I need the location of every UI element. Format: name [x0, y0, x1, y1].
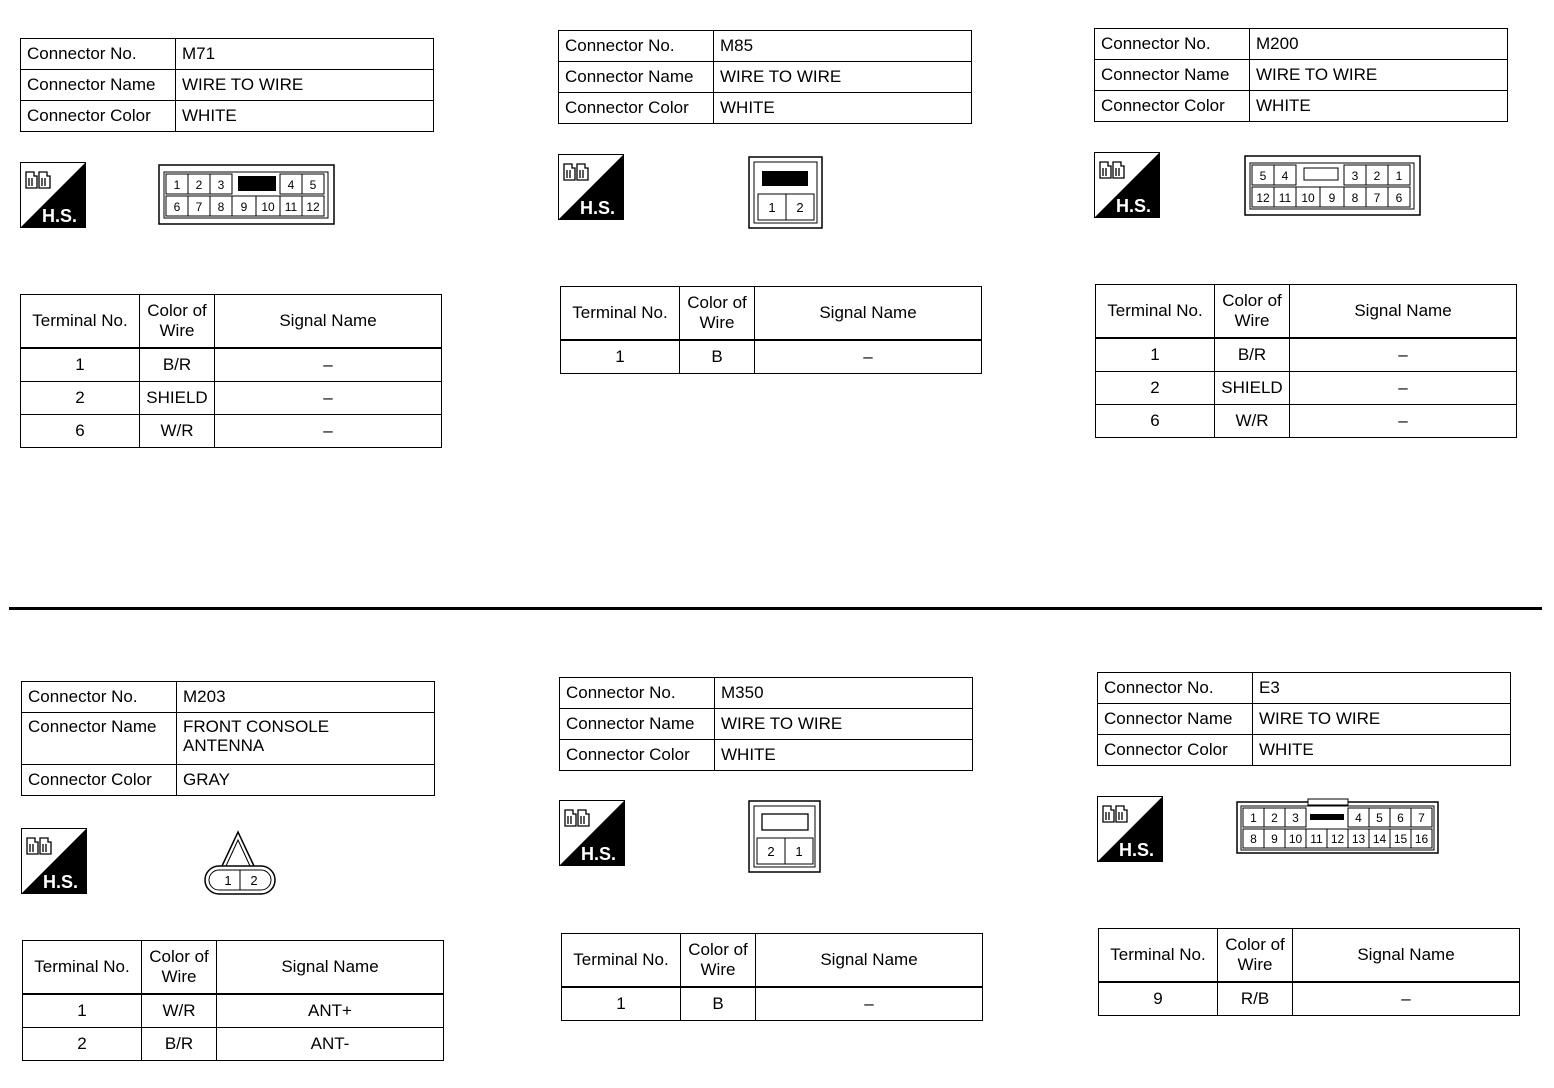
signal-name: – [1293, 982, 1520, 1016]
wire-color: W/R [142, 994, 217, 1028]
color-of-wire-header: Color of Wire [140, 295, 215, 349]
pin-label: 12 [306, 200, 320, 214]
pin-label: 1 [795, 844, 803, 859]
harness-side-icon [1094, 152, 1160, 218]
table-row [23, 1028, 444, 1061]
pin-label: 3 [1292, 811, 1299, 825]
connector-no-value: M200 [1250, 29, 1508, 60]
connector-no-value: M203 [177, 682, 435, 713]
wire-color: B/R [142, 1028, 217, 1061]
color-of-wire-header: Color of Wire [681, 934, 756, 988]
connector-no-value: E3 [1253, 673, 1511, 704]
signal-name: – [1290, 372, 1517, 405]
connector-color-label: Connector Color [559, 93, 714, 124]
terminal-no-header: Terminal No. [562, 934, 681, 988]
wire-color: R/B [1218, 982, 1293, 1016]
color-of-wire-header: Color of Wire [1218, 929, 1293, 983]
pin-label: 5 [1259, 169, 1267, 183]
signal-name: – [215, 415, 442, 448]
pin-label: 2 [250, 873, 258, 888]
pin-label: 1 [173, 178, 181, 192]
connector-color-value: WHITE [176, 101, 434, 132]
connector-name-label: Connector Name [21, 70, 176, 101]
terminal-no-header: Terminal No. [21, 295, 140, 349]
terminal-no: 1 [23, 994, 142, 1028]
pin-label: 8 [217, 200, 225, 214]
wire-color: B/R [140, 348, 215, 382]
hs-label: H.S. [1116, 196, 1152, 216]
connector-name-value: FRONT CONSOLE ANTENNA [177, 713, 435, 765]
terminal-no: 1 [1096, 338, 1215, 372]
pin-label: 10 [1301, 191, 1315, 205]
connector-no-value: M85 [714, 31, 972, 62]
pin-label: 11 [284, 200, 298, 214]
pin-label: 6 [1395, 191, 1403, 205]
pin-label: 7 [1418, 811, 1425, 825]
connector-info-m85 [558, 30, 972, 124]
section-divider [9, 607, 1542, 610]
harness-side-icon [559, 800, 625, 866]
terminal-no-header: Terminal No. [561, 287, 680, 341]
connector-color-value: WHITE [1253, 735, 1511, 766]
connector-name-value: WIRE TO WIRE [1253, 704, 1511, 735]
pin-label: 4 [287, 178, 295, 192]
table-row [21, 382, 442, 415]
terminal-table-e3 [1098, 928, 1520, 1016]
pin-label: 9 [240, 200, 248, 214]
connector-face-m71 [158, 164, 336, 226]
terminal-table-m71 [20, 294, 442, 448]
connector-info-m203 [21, 681, 435, 796]
signal-name: ANT+ [217, 994, 444, 1028]
signal-name: – [1290, 338, 1517, 372]
pin-label: 2 [796, 200, 804, 215]
terminal-no: 2 [21, 382, 140, 415]
lock-tab [1310, 814, 1344, 820]
signal-name: – [215, 382, 442, 415]
connector-name-label: Connector Name [560, 709, 715, 740]
pin-label: 2 [1373, 169, 1381, 183]
pin-label: 8 [1351, 191, 1359, 205]
connector-no-label: Connector No. [1095, 29, 1250, 60]
pin-label: 3 [217, 178, 225, 192]
terminal-no: 9 [1099, 982, 1218, 1016]
pin-label: 1 [224, 873, 232, 888]
terminal-no: 1 [562, 987, 681, 1021]
signal-name-header: Signal Name [215, 295, 442, 349]
terminal-no: 6 [21, 415, 140, 448]
pin-label: 6 [173, 200, 181, 214]
signal-name: – [215, 348, 442, 382]
color-of-wire-header: Color of Wire [680, 287, 755, 341]
terminal-table-m200 [1095, 284, 1517, 438]
wire-color: B [681, 987, 756, 1021]
connector-color-value: WHITE [715, 740, 973, 771]
signal-name: ANT- [217, 1028, 444, 1061]
pin-label: 5 [1376, 811, 1383, 825]
pin-label: 6 [1397, 811, 1404, 825]
signal-name-header: Signal Name [756, 934, 983, 988]
connector-no-label: Connector No. [21, 39, 176, 70]
connector-no-value: M71 [176, 39, 434, 70]
pin-label: 5 [309, 178, 317, 192]
signal-name: – [756, 987, 983, 1021]
terminal-no-header: Terminal No. [1096, 285, 1215, 339]
connector-face-e3 [1236, 798, 1440, 856]
wire-color: SHIELD [140, 382, 215, 415]
connector-color-label: Connector Color [1095, 91, 1250, 122]
connector-name-value: WIRE TO WIRE [714, 62, 972, 93]
pin-label: 10 [1288, 832, 1303, 846]
terminal-table-m85 [560, 286, 982, 374]
hs-label: H.S. [1119, 840, 1155, 860]
connector-name-label: Connector Name [559, 62, 714, 93]
connector-no-value: M350 [715, 678, 973, 709]
pin-label: 12 [1256, 191, 1270, 205]
connector-info-e3 [1097, 672, 1511, 766]
connector-no-label: Connector No. [1098, 673, 1253, 704]
terminal-table-m350 [561, 933, 983, 1021]
table-row [1096, 405, 1517, 438]
connector-name-value: WIRE TO WIRE [1250, 60, 1508, 91]
table-row [21, 348, 442, 382]
connector-name-label: Connector Name [22, 713, 177, 765]
connector-no-label: Connector No. [560, 678, 715, 709]
connector-info-m71 [20, 38, 434, 132]
terminal-no: 1 [561, 340, 680, 374]
signal-name: – [1290, 405, 1517, 438]
pin-label: 8 [1250, 832, 1257, 846]
pin-label: 11 [1278, 191, 1292, 205]
pin-label: 7 [1373, 191, 1381, 205]
connector-info-m350 [559, 677, 973, 771]
pin-label: 2 [767, 844, 775, 859]
pin-label: 7 [195, 200, 203, 214]
pin-label: 1 [1250, 811, 1257, 825]
connector-color-value: WHITE [1250, 91, 1508, 122]
color-of-wire-header: Color of Wire [1215, 285, 1290, 339]
pin-label: 4 [1281, 169, 1289, 183]
connector-face-m200 [1244, 155, 1422, 217]
pin-label: 2 [1271, 811, 1278, 825]
hs-label: H.S. [581, 844, 617, 864]
pin-label: 12 [1330, 832, 1345, 846]
wire-color: B [680, 340, 755, 374]
table-row [23, 994, 444, 1028]
connector-name-label: Connector Name [1098, 704, 1253, 735]
pin-label: 16 [1414, 832, 1429, 846]
pin-label: 1 [768, 200, 776, 215]
pin-label: 3 [1351, 169, 1359, 183]
lock-tab [238, 176, 276, 191]
connector-color-label: Connector Color [22, 765, 177, 796]
signal-name-header: Signal Name [1290, 285, 1517, 339]
table-row [562, 987, 983, 1021]
pin-label: 9 [1271, 832, 1278, 846]
terminal-no-header: Terminal No. [1099, 929, 1218, 983]
connector-name-value: WIRE TO WIRE [176, 70, 434, 101]
terminal-table-m203 [22, 940, 444, 1061]
connector-face-m203 [202, 830, 278, 898]
wire-color: W/R [1215, 405, 1290, 438]
signal-name-header: Signal Name [755, 287, 982, 341]
terminal-no: 6 [1096, 405, 1215, 438]
terminal-no: 2 [1096, 372, 1215, 405]
harness-side-icon [21, 828, 87, 894]
harness-side-icon [20, 162, 86, 228]
pin-label: 2 [195, 178, 203, 192]
lock-tab [762, 171, 808, 186]
signal-name-header: Signal Name [217, 941, 444, 995]
connector-name-value: WIRE TO WIRE [715, 709, 973, 740]
hs-label: H.S. [580, 198, 616, 218]
wire-color: B/R [1215, 338, 1290, 372]
wire-color: W/R [140, 415, 215, 448]
signal-name-header: Signal Name [1293, 929, 1520, 983]
pin-label: 10 [261, 200, 275, 214]
connector-face-m350 [748, 800, 822, 874]
connector-no-label: Connector No. [22, 682, 177, 713]
signal-name: – [755, 340, 982, 374]
wire-color: SHIELD [1215, 372, 1290, 405]
terminal-no: 2 [23, 1028, 142, 1061]
table-row [21, 415, 442, 448]
table-row [561, 340, 982, 374]
connector-info-m200 [1094, 28, 1508, 122]
connector-color-label: Connector Color [21, 101, 176, 132]
connector-color-value: WHITE [714, 93, 972, 124]
connector-no-label: Connector No. [559, 31, 714, 62]
pin-label: 15 [1393, 832, 1408, 846]
color-of-wire-header: Color of Wire [142, 941, 217, 995]
pin-label: 14 [1372, 832, 1387, 846]
hs-label: H.S. [43, 872, 79, 892]
connector-face-m85 [748, 156, 824, 230]
connector-color-value: GRAY [177, 765, 435, 796]
terminal-no-header: Terminal No. [23, 941, 142, 995]
harness-side-icon [558, 154, 624, 220]
pin-label: 9 [1328, 191, 1336, 205]
table-row [1096, 372, 1517, 405]
harness-side-icon [1097, 796, 1163, 862]
table-row [1099, 982, 1520, 1016]
terminal-no: 1 [21, 348, 140, 382]
connector-color-label: Connector Color [1098, 735, 1253, 766]
table-row [1096, 338, 1517, 372]
pin-label: 11 [1310, 832, 1323, 846]
pin-label: 4 [1355, 811, 1362, 825]
hs-label: H.S. [42, 206, 78, 226]
pin-label: 1 [1395, 169, 1403, 183]
pin-label: 13 [1351, 832, 1366, 846]
connector-color-label: Connector Color [560, 740, 715, 771]
connector-name-label: Connector Name [1095, 60, 1250, 91]
